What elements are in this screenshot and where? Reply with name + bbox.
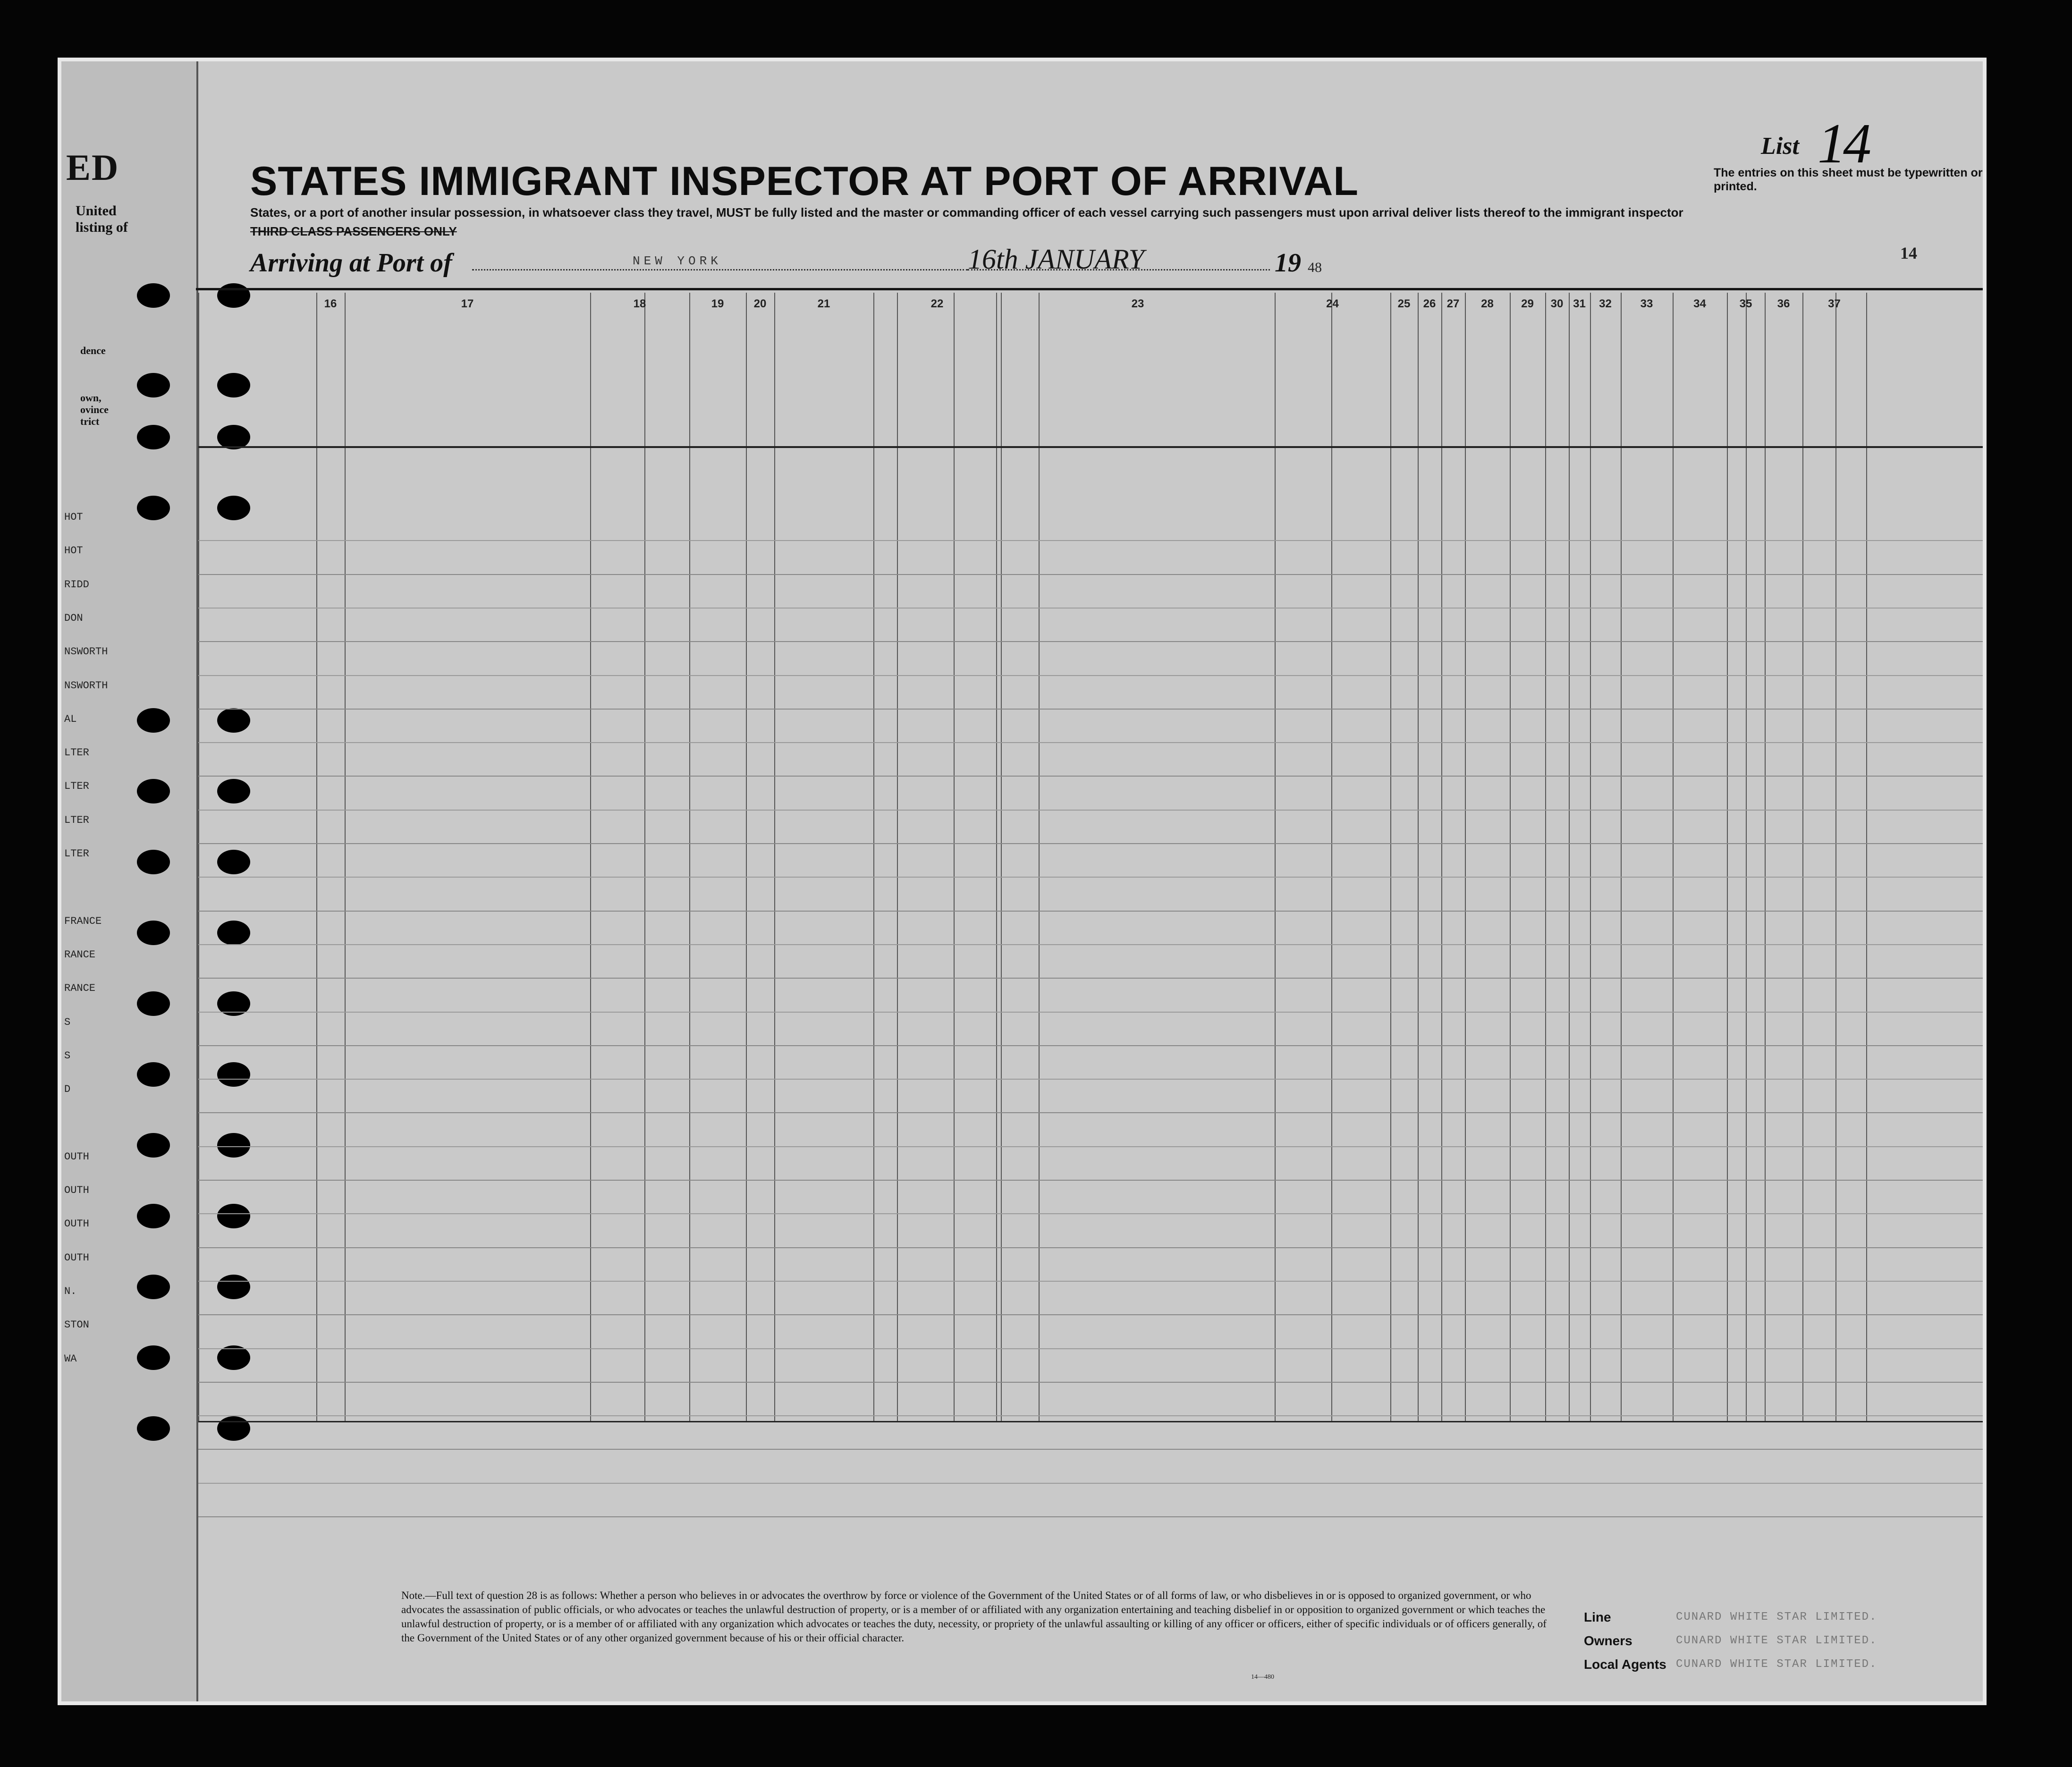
column-rule [1275,293,1276,1421]
binder-hole [217,1204,250,1228]
row-rule [198,1112,1987,1113]
binder-hole [217,921,250,945]
binder-hole [137,1133,170,1158]
previous-page-stub: S [64,1049,71,1062]
previous-page-stub: N. [64,1285,77,1297]
binder-hole [137,1275,170,1299]
row-rule [198,1247,1987,1248]
row-rule [198,911,1987,912]
row-rule [198,1281,1987,1282]
column-rule [1835,293,1836,1421]
binder-hole [217,708,250,733]
binder-hole [137,991,170,1016]
column-rule [345,293,346,1421]
binder-hole [137,1204,170,1228]
row-rule [198,1314,1987,1315]
row-rule [198,843,1987,844]
column-rule [1765,293,1766,1421]
binder-hole [137,850,170,874]
previous-page-stub: OUTH [64,1150,89,1163]
column-rule [1727,293,1728,1421]
previous-page-partial-header: trict [80,415,100,427]
column-rule [1590,293,1591,1421]
column-number: 23 [1131,297,1144,310]
row-rule [198,608,1987,609]
column-rule [198,293,199,1421]
column-number: 29 [1521,297,1534,310]
binder-hole [137,496,170,520]
column-number: 22 [930,297,944,310]
row-rule [198,709,1987,710]
column-rule [1866,293,1867,1421]
row-rule [198,1213,1987,1214]
column-rule [1390,293,1391,1421]
row-rule [198,810,1987,811]
column-number: 16 [324,297,337,310]
previous-page-stub: RIDD [64,578,89,591]
binder-hole [137,708,170,733]
previous-page-partial-line: United [76,203,117,219]
previous-page-stub: S [64,1016,71,1028]
previous-page-stub: OUTH [64,1218,89,1230]
column-number: 26 [1423,297,1436,310]
binder-hole [137,373,170,397]
table-top-rule [196,288,1987,290]
column-rule [644,293,645,1421]
column-rule [1001,293,1002,1421]
column-rule [1621,293,1622,1421]
list-label: List [1761,133,1799,160]
column-number: 33 [1640,297,1653,310]
binder-hole [137,1062,170,1087]
column-rule [1569,293,1570,1421]
row-rule [198,1483,1987,1484]
list-number: 14 [1818,112,1869,175]
column-number: 20 [753,297,767,310]
footnote: Note.—Full text of question 28 is as follows: Whether a person who believes in or advocates the overthrow by force or violence of the Government of the United States or of all forms of law, or who disbelieves in or is opposed to organized government, or who advocates the assassination of public officials, or who advocates or teaches the unlawful destruction of property, or is a member of or affiliated with any organization entertaining and teaching disbelief in or opposition to organized government or which teaches the unlawful destruction of property, or is a member of or affiliated with any organization which advocates or teaches the duty, necessity, or propriety of the unlawful assaulting or killing of any officer or officers, either of specific individuals or of officers generally, of the Government of the United States or of any other organized government because of his or their official character. [401,1589,1547,1644]
column-rule [689,293,690,1421]
previous-page-partial-title: ED [66,147,119,188]
list-note: The entries on this sheet must be typewritten or printed. [1714,166,1983,193]
binder-hole [137,1416,170,1441]
column-rule [746,293,747,1421]
row-rule [198,1146,1987,1147]
binder-hole [217,1275,250,1299]
line-value: CUNARD WHITE STAR LIMITED. [1676,1611,1877,1623]
binder-hole [137,1345,170,1370]
row-rule [198,574,1987,575]
previous-page-stub: HOT [64,511,83,523]
column-number: 18 [633,297,646,310]
row-rule [198,1180,1987,1181]
column-number: 36 [1777,297,1790,310]
row-rule [198,1449,1987,1450]
column-rule [1331,293,1332,1421]
previous-page-stub: LTER [64,814,89,826]
row-rule [198,776,1987,777]
column-rule [873,293,874,1421]
row-rule [198,1012,1987,1013]
binder-hole [217,779,250,803]
page-title: STATES IMMIGRANT INSPECTOR AT PORT OF ARRIVAL [250,159,1359,204]
column-rule [1039,293,1040,1421]
column-rule [774,293,775,1421]
previous-page-stub: RANCE [64,948,96,961]
row-rule [198,1079,1987,1080]
previous-page-stub: LTER [64,780,89,793]
binder-hole [217,496,250,520]
previous-page-stub: NSWORTH [64,646,108,658]
binder-hole [137,779,170,803]
local-agents-label: Local Agents [1584,1657,1666,1672]
previous-page-stub: OUTH [64,1251,89,1264]
previous-page-stub: DON [64,612,83,624]
row-rule [198,1382,1987,1383]
column-number: 30 [1550,297,1564,310]
binder-hole [217,1062,250,1087]
column-rule [1746,293,1747,1421]
previous-page-partial-line: listing of [76,220,128,235]
row-rule [198,641,1987,642]
column-rule [1510,293,1511,1421]
column-number: 31 [1573,297,1586,310]
row-rule [198,877,1987,878]
column-rule [1545,293,1546,1421]
binder-hole [217,283,250,308]
row-rule [198,1516,1987,1517]
column-rule [1802,293,1803,1421]
previous-page-stub: OUTH [64,1184,89,1196]
previous-page-stub: NSWORTH [64,679,108,692]
previous-page-partial-header: dence [80,345,106,356]
row-rule [198,1415,1987,1416]
previous-page-partial-header: own, [80,392,101,404]
binder-hole [217,850,250,874]
previous-page-stub: AL [64,713,77,725]
column-rule [996,293,997,1421]
table-bottom-rule [198,1421,1987,1422]
row-rule [198,1045,1987,1046]
column-rule [316,293,317,1421]
column-rule [897,293,898,1421]
column-rule [954,293,955,1421]
local-agents-value: CUNARD WHITE STAR LIMITED. [1676,1658,1877,1671]
previous-page-stub: WA [64,1353,77,1365]
arrival-date: 16th JANUARY [968,244,1144,275]
page-number: 14 [1900,244,1917,262]
arriving-label: Arriving at Port of [250,248,452,278]
previous-page-stub: LTER [64,747,89,759]
form-number: 14—480 [1251,1674,1274,1681]
previous-page-stub: STON [64,1319,89,1331]
column-number: 21 [817,297,830,310]
column-rule [1673,293,1674,1421]
previous-page-stub: HOT [64,545,83,557]
column-number: 17 [461,297,474,310]
previous-page-stub: RANCE [64,982,96,995]
dotted-line [472,269,968,271]
column-number: 35 [1739,297,1752,310]
row-rule [198,675,1987,676]
previous-page-partial-header: ovince [80,404,109,415]
column-number: 28 [1481,297,1494,310]
column-number: 25 [1397,297,1411,310]
owners-label: Owners [1584,1633,1632,1648]
year-prefix: 19 [1275,248,1301,278]
instruction-text: States, or a port of another insular possession, in whatsoever class they travel, MUST be fully listed and the master or commanding officer of each vessel carrying such passengers must upon arrival deliver lists thereof to the immigrant inspector [250,205,1683,220]
previous-page-stub: D [64,1083,71,1096]
row-rule [198,742,1987,743]
previous-page-edge [61,61,198,1705]
port-name: NEW YORK [633,254,722,268]
binder-hole [217,1416,250,1441]
binder-hole [217,1133,250,1158]
column-number: 24 [1326,297,1339,310]
column-number: 34 [1693,297,1706,310]
column-rule [1418,293,1419,1421]
row-rule [198,978,1987,979]
column-number: 27 [1446,297,1460,310]
row-rule [198,540,1987,541]
row-rule [198,1348,1987,1349]
column-rule [1441,293,1442,1421]
column-number: 19 [711,297,724,310]
binder-hole [217,1345,250,1370]
year-suffix: 48 [1308,260,1322,275]
column-rule [1465,293,1466,1421]
header-bottom-rule [198,446,1987,448]
column-number: 32 [1599,297,1612,310]
previous-page-stub: FRANCE [64,915,102,927]
class-line: THIRD CLASS PASSENGERS ONLY [250,224,457,238]
binder-hole [217,373,250,397]
column-number: 37 [1828,297,1841,310]
owners-value: CUNARD WHITE STAR LIMITED. [1676,1634,1877,1647]
column-rule [590,293,591,1421]
binder-hole [137,425,170,449]
manifest-sheet [58,58,1987,1705]
row-rule [198,944,1987,945]
binder-hole [137,283,170,308]
previous-page-stub: LTER [64,848,89,860]
binder-hole [137,921,170,945]
line-label: Line [1584,1610,1611,1624]
